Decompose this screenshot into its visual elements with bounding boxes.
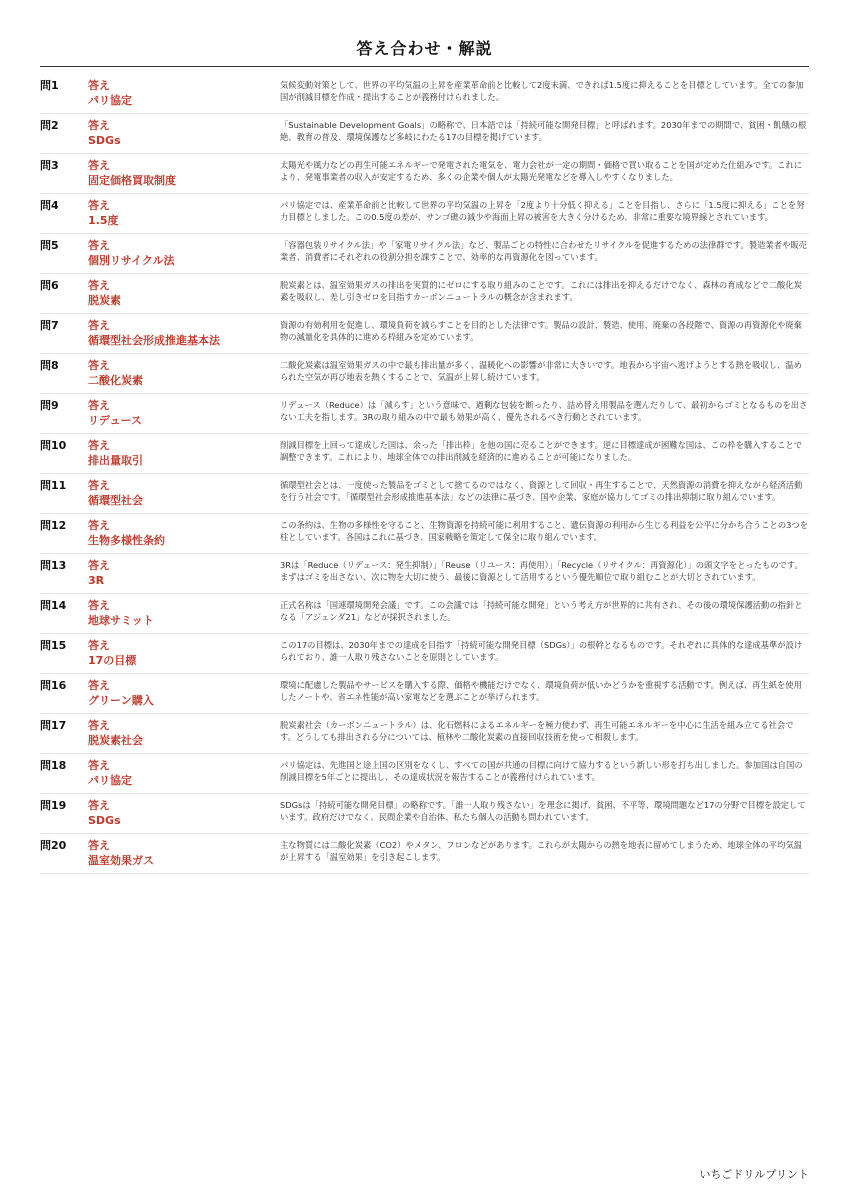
question-number: 問2 xyxy=(40,119,59,132)
answer-value: 温室効果ガス xyxy=(88,854,154,867)
answer-value: リデュース xyxy=(88,414,142,427)
answer-row xyxy=(40,794,809,834)
answer-block xyxy=(88,598,280,628)
explanation-text: 3Rは「Reduce（リデュース：発生抑制）」「Reuse（リユース：再使用）」「Recycle（リサイクル：再資源化）」の頭文字をとったものです。まずはゴミを出さない、次に物を大切に使う、最後に資源として活用するという優先順位で取り組むことが大切とされています。 xyxy=(280,560,803,582)
question-number: 問11 xyxy=(40,479,67,492)
answer-block xyxy=(88,398,280,428)
explanation-text: リデュース（Reduce）は「減らす」という意味で、過剰な包装を断ったり、詰め替え用製品を選んだりして、最初からゴミとなるものを出さない工夫を指します。3Rの取り組みの中で最も効果が高く、優先されるべき行動とされています。 xyxy=(280,400,808,422)
answer-value: 脱炭素 xyxy=(88,294,121,307)
explanation-text: この17の目標は、2030年までの達成を目指す「持続可能な開発目標（SDGs）」の根幹となるものです。それぞれに具体的な達成基準が設けられており、誰一人取り残さないことを原則としています。 xyxy=(280,640,803,662)
question-number: 問19 xyxy=(40,799,67,812)
answer-block xyxy=(88,278,280,308)
answer-label: 答え xyxy=(88,79,110,92)
question-number: 問4 xyxy=(40,199,59,212)
answer-row xyxy=(40,434,809,474)
answer-block xyxy=(88,238,280,268)
question-number: 問16 xyxy=(40,679,67,692)
question-number: 問14 xyxy=(40,599,67,612)
answer-value: 二酸化炭素 xyxy=(88,374,143,387)
explanation-text: 環境に配慮した製品やサービスを購入する際、価格や機能だけでなく、環境負荷が低いかどうかを重視する活動です。例えば、再生紙を使用したノートや、省エネ性能が高い家電などを選ぶことが挙げられます。 xyxy=(280,680,802,702)
explanation-text: 資源の有効利用を促進し、環境負荷を減らすことを目的とした法律です。製品の設計、製造、使用、廃棄の各段階で、資源の再資源化や廃棄物の減量化を具体的に進める枠組みを定めています。 xyxy=(280,320,802,342)
question-number: 問1 xyxy=(40,79,59,92)
answer-row xyxy=(40,634,809,674)
question-number: 問8 xyxy=(40,359,59,372)
explanation-text: 脱炭素とは、温室効果ガスの排出を実質的にゼロにする取り組みのことです。これには排出を抑えるだけでなく、森林の育成などで二酸化炭素を吸収し、差し引きゼロを目指すカーボンニュートラルの概念が含まれます。 xyxy=(280,280,802,302)
answer-label: 答え xyxy=(88,439,110,452)
answer-label: 答え xyxy=(88,559,110,572)
question-number: 問10 xyxy=(40,439,67,452)
answer-row xyxy=(40,594,809,634)
answer-row xyxy=(40,314,809,354)
answer-block xyxy=(88,118,280,148)
answer-label: 答え xyxy=(88,239,110,252)
answer-block xyxy=(88,198,280,228)
answer-row xyxy=(40,354,809,394)
explanation-text: 主な物質には二酸化炭素（CO2）やメタン、フロンなどがあります。これらが太陽からの熱を地表に留めてしまうため、地球全体の平均気温が上昇する「温室効果」を引き起こします。 xyxy=(280,840,803,862)
question-number: 問17 xyxy=(40,719,67,732)
answer-row xyxy=(40,234,809,274)
answer-block xyxy=(88,798,280,828)
explanation-text: 循環型社会とは、一度使った製品をゴミとして捨てるのではなく、資源として回収・再生することで、天然資源の消費を抑えながら経済活動を行う社会です。「循環型社会形成推進基本法」などの法律に基づき、国や企業、家庭が協力してゴミの排出抑制に取り組んでいます。 xyxy=(280,480,803,502)
answer-row xyxy=(40,394,809,434)
answer-block xyxy=(88,158,280,188)
question-number: 問20 xyxy=(40,839,67,852)
question-number: 問12 xyxy=(40,519,67,532)
answer-row xyxy=(40,514,809,554)
question-number: 問9 xyxy=(40,399,59,412)
answer-label: 答え xyxy=(88,599,110,612)
answer-label: 答え xyxy=(88,319,110,332)
footer-brand: いちごドリルプリント xyxy=(699,1168,809,1181)
explanation-text: 正式名称は「国連環境開発会議」です。この会議では「持続可能な開発」という考え方が世界的に共有され、その後の環境保護活動の指針となる「アジェンダ21」などが採択されました。 xyxy=(280,600,803,622)
answer-block xyxy=(88,78,280,108)
answer-sheet xyxy=(40,0,809,874)
answer-value: SDGs xyxy=(88,134,121,147)
explanation-text: 気候変動対策として、世界の平均気温の上昇を産業革命前と比較して2度未満、できれば1.5度に抑えることを目標としています。全ての参加国が削減目標を作成・提出することが義務付けられました。 xyxy=(280,80,804,102)
answer-label: 答え xyxy=(88,479,110,492)
answer-label: 答え xyxy=(88,399,110,412)
answer-label: 答え xyxy=(88,719,110,732)
answer-row xyxy=(40,754,809,794)
answer-block xyxy=(88,558,280,588)
explanation-text: パリ協定は、先進国と途上国の区別をなくし、すべての国が共通の目標に向けて協力するという新しい形を打ち出しました。参加国は自国の削減目標を5年ごとに提出し、その達成状況を報告することが義務付けられています。 xyxy=(280,760,803,782)
answer-row xyxy=(40,274,809,314)
explanation-text: 二酸化炭素は温室効果ガスの中で最も排出量が多く、温暖化への影響が非常に大きいです。地表から宇宙へ逃げようとする熱を吸収し、温められた空気が再び地表を熱くすることで、気温が上昇し続けています。 xyxy=(280,360,802,382)
answer-row xyxy=(40,194,809,234)
answer-block xyxy=(88,638,280,668)
answer-row xyxy=(40,674,809,714)
answer-value: 地球サミット xyxy=(88,614,154,627)
answer-block xyxy=(88,318,280,348)
answer-label: 答え xyxy=(88,119,110,132)
answer-block xyxy=(88,758,280,788)
answer-list xyxy=(40,74,809,874)
explanation-text: パリ協定では、産業革命前と比較して世界の平均気温の上昇を「2度より十分低く抑える」ことを目指し、さらに「1.5度に抑える」ことを努力目標としました。この0.5度の差が、サンゴ礁の減少や海面上昇の被害を大きく分けるため、非常に重要な境界線とされています。 xyxy=(280,200,805,222)
answer-row xyxy=(40,474,809,514)
answer-label: 答え xyxy=(88,679,110,692)
answer-row xyxy=(40,554,809,594)
page-title: 答え合わせ・解説 xyxy=(356,39,493,58)
answer-label: 答え xyxy=(88,759,110,772)
title-divider xyxy=(40,66,809,67)
answer-value: 1.5度 xyxy=(88,214,119,227)
answer-row xyxy=(40,834,809,874)
answer-block xyxy=(88,678,280,708)
explanation-text: SDGsは「持続可能な開発目標」の略称です。「誰一人取り残さない」を理念に掲げ、貧困、不平等、環境問題など17の分野で目標を設定しています。政府だけでなく、民間企業や自治体、私たち個人の活動も問われています。 xyxy=(280,800,806,822)
answer-row xyxy=(40,74,809,114)
question-number: 問13 xyxy=(40,559,67,572)
answer-value: パリ協定 xyxy=(88,774,132,787)
answer-label: 答え xyxy=(88,519,110,532)
question-number: 問18 xyxy=(40,759,67,772)
answer-value: パリ協定 xyxy=(88,94,132,107)
answer-value: 脱炭素社会 xyxy=(88,734,143,747)
answer-row xyxy=(40,114,809,154)
answer-block xyxy=(88,518,280,548)
answer-label: 答え xyxy=(88,799,110,812)
answer-label: 答え xyxy=(88,159,110,172)
answer-value: SDGs xyxy=(88,814,121,827)
answer-value: 排出量取引 xyxy=(88,454,143,467)
question-number: 問3 xyxy=(40,159,59,172)
explanation-text: 脱炭素社会（カーボンニュートラル）は、化石燃料によるエネルギーを極力使わず、再生可能エネルギーを中心に生活を組み立てる社会です。どうしても排出される分については、植林や二酸化炭素の直接回収技術を使って相殺します。 xyxy=(280,720,794,742)
question-number: 問15 xyxy=(40,639,67,652)
answer-row xyxy=(40,714,809,754)
answer-block xyxy=(88,438,280,468)
answer-label: 答え xyxy=(88,199,110,212)
explanation-text: 太陽光や風力などの再生可能エネルギーで発電された電気を、電力会社が一定の期間・価格で買い取ることを国が定めた仕組みです。これにより、発電事業者の収入が安定するため、多くの企業や個人が太陽光発電などを導入しやすくなりました。 xyxy=(280,160,803,182)
answer-row xyxy=(40,154,809,194)
answer-label: 答え xyxy=(88,839,110,852)
explanation-text: 「Sustainable Development Goals」の略称で、日本語では「持続可能な開発目標」と呼ばれます。2030年までの期間で、貧困・飢餓の根絶、教育の普及、環境保護など多岐にわたる17の目標を掲げています。 xyxy=(280,120,807,142)
answer-value: 循環型社会 xyxy=(88,494,143,507)
explanation-text: 「容器包装リサイクル法」や「家電リサイクル法」など、製品ごとの特性に合わせたリサイクルを促進するための法律群です。製造業者や販売業者、消費者にそれぞれの役割分担を課すことで、効率的な再資源化を図っています。 xyxy=(280,240,807,262)
answer-value: 生物多様性条約 xyxy=(88,534,165,547)
explanation-text: 削減目標を上回って達成した国は、余った「排出枠」を他の国に売ることができます。逆に目標達成が困難な国は、この枠を購入することで調整できます。これにより、地球全体での排出削減を経済的に進めることが可能になりました。 xyxy=(280,440,803,462)
answer-value: 固定価格買取制度 xyxy=(88,174,176,187)
answer-label: 答え xyxy=(88,359,110,372)
answer-value: 3R xyxy=(88,574,105,587)
answer-block xyxy=(88,838,280,868)
question-number: 問5 xyxy=(40,239,59,252)
answer-value: 17の目標 xyxy=(88,654,137,667)
explanation-text: この条約は、生物の多様性を守ること、生物資源を持続可能に利用すること、遺伝資源の利用から生じる利益を公平に分かち合うことの3つを柱としています。各国はこれに基づき、国家戦略を策定して保全に取り組んでいます。 xyxy=(280,520,808,542)
question-number: 問6 xyxy=(40,279,59,292)
answer-block xyxy=(88,718,280,748)
answer-label: 答え xyxy=(88,279,110,292)
answer-label: 答え xyxy=(88,639,110,652)
answer-value: 個別リサイクル法 xyxy=(88,254,175,267)
question-number: 問7 xyxy=(40,319,59,332)
answer-value: グリーン購入 xyxy=(88,694,154,707)
answer-block xyxy=(88,478,280,508)
answer-block xyxy=(88,358,280,388)
answer-value: 循環型社会形成推進基本法 xyxy=(88,334,220,347)
